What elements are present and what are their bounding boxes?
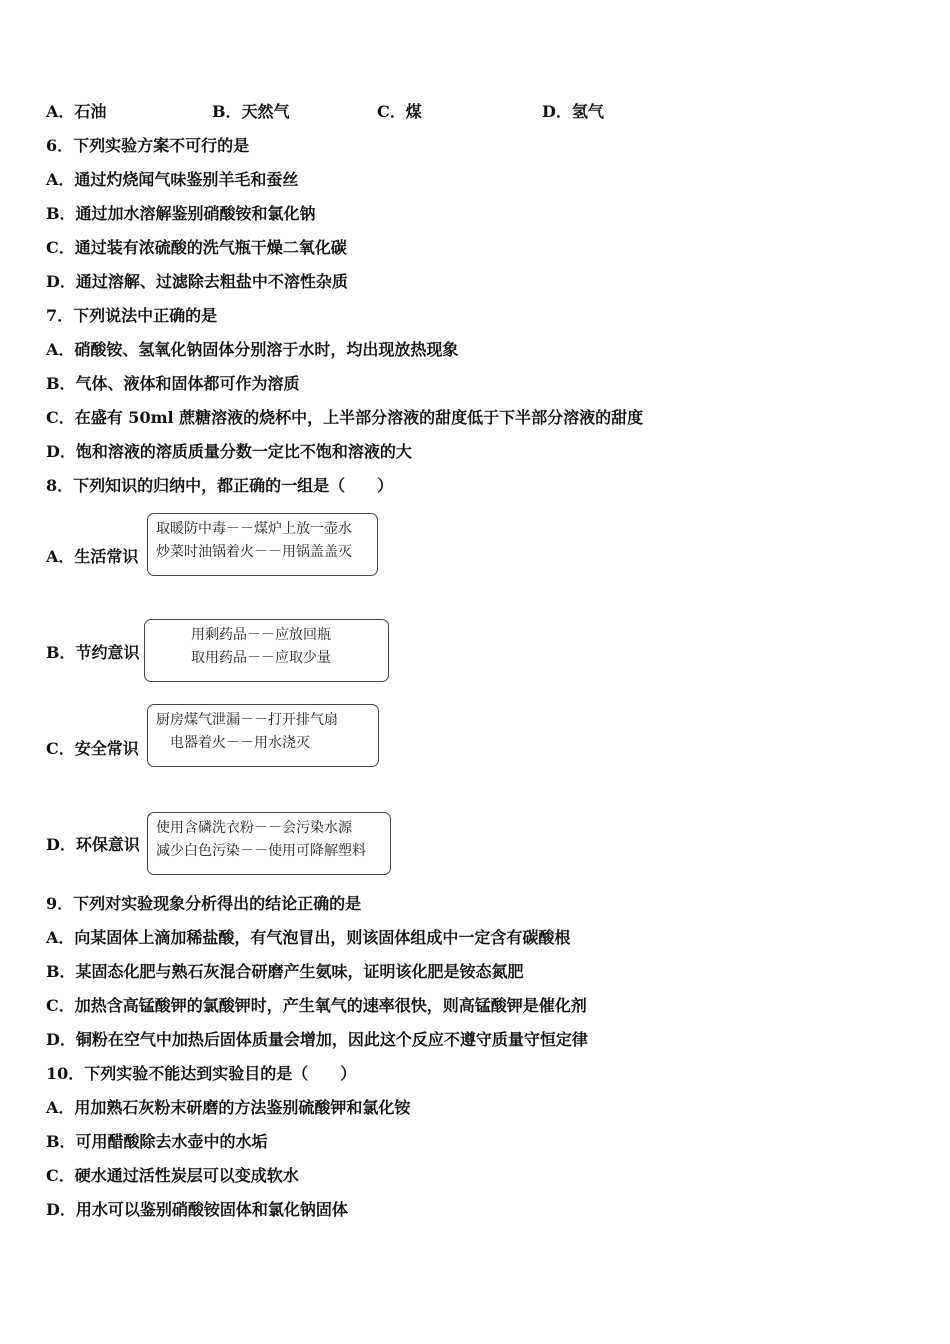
q8-option-a-line2: 炒菜时油锅着火－－用锅盖盖灭 [156,544,352,560]
q6-option-d: D．通过溶解、过滤除去粗盐中不溶性杂质 [46,272,348,291]
q8-option-a-label: A．生活常识 [46,547,139,566]
q7-option-b: B．气体、液体和固体都可作为溶质 [46,374,300,393]
q10-stem: 10．下列实验不能达到实验目的是（ ） [46,1064,357,1083]
q8-option-b-label: B．节约意识 [46,643,140,662]
q9-option-b: B．某固态化肥与熟石灰混合研磨产生氨味，证明该化肥是铵态氮肥 [46,962,524,981]
q8-option-d-line2: 减少白色污染－－使用可降解塑料 [156,843,366,859]
q8-option-d-label: D．环保意识 [46,835,140,854]
q10-option-a: A．用加熟石灰粉末研磨的方法鉴别硫酸钾和氯化铵 [46,1098,411,1117]
q8-option-b-line1: 用剩药品－－应放回瓶 [191,627,331,643]
q8-option-a-box [147,513,378,576]
q6-option-c: C．通过装有浓硫酸的洗气瓶干燥二氧化碳 [46,238,347,257]
q8-option-d-line1: 使用含磷洗衣粉－－会污染水源 [156,820,352,836]
q9-option-c: C．加热含高锰酸钾的氯酸钾时，产生氧气的速率很快，则高锰酸钾是催化剂 [46,996,587,1015]
q9-option-a: A．向某固体上滴加稀盐酸，有气泡冒出，则该固体组成中一定含有碳酸根 [46,928,571,947]
q5-option-a: A．石油 [46,102,107,121]
q5-option-b: B．天然气 [212,102,290,121]
q7-option-a: A．硝酸铵、氢氧化钠固体分别溶于水时，均出现放热现象 [46,340,459,359]
q7-option-c: C．在盛有 50ml 蔗糖溶液的烧杯中，上半部分溶液的甜度低于下半部分溶液的甜度 [46,408,644,427]
q7-option-d: D．饱和溶液的溶质质量分数一定比不饱和溶液的大 [46,442,412,461]
q8-option-d-box [147,812,391,875]
q8-option-c-line2: 电器着火－－用水浇灭 [170,735,310,751]
q8-option-c-line1: 厨房煤气泄漏－－打开排气扇 [156,712,338,728]
q8-option-b-line2: 取用药品－－应取少量 [191,650,331,666]
q10-option-d: D．用水可以鉴别硝酸铵固体和氯化钠固体 [46,1200,348,1219]
q8-option-c-box [147,704,379,767]
q6-option-b: B．通过加水溶解鉴别硝酸铵和氯化钠 [46,204,316,223]
q6-option-a: A．通过灼烧闻气味鉴别羊毛和蚕丝 [46,170,299,189]
q7-stem: 7．下列说法中正确的是 [46,306,218,325]
q10-option-b: B．可用醋酸除去水壶中的水垢 [46,1132,268,1151]
q5-options-row [46,102,666,122]
q5-option-d: D．氢气 [542,102,604,121]
q8-stem: 8．下列知识的归纳中，都正确的一组是（ ） [46,476,394,495]
q9-stem: 9．下列对实验现象分析得出的结论正确的是 [46,894,362,913]
q10-option-c: C．硬水通过活性炭层可以变成软水 [46,1166,299,1185]
q8-option-b-box [144,619,389,682]
q8-option-a-line1: 取暖防中毒－－煤炉上放一壶水 [156,521,352,537]
q8-option-c-label: C．安全常识 [46,739,139,758]
q5-option-c: C．煤 [377,102,422,121]
q6-stem: 6．下列实验方案不可行的是 [46,136,250,155]
q9-option-d: D．铜粉在空气中加热后固体质量会增加，因此这个反应不遵守质量守恒定律 [46,1030,588,1049]
